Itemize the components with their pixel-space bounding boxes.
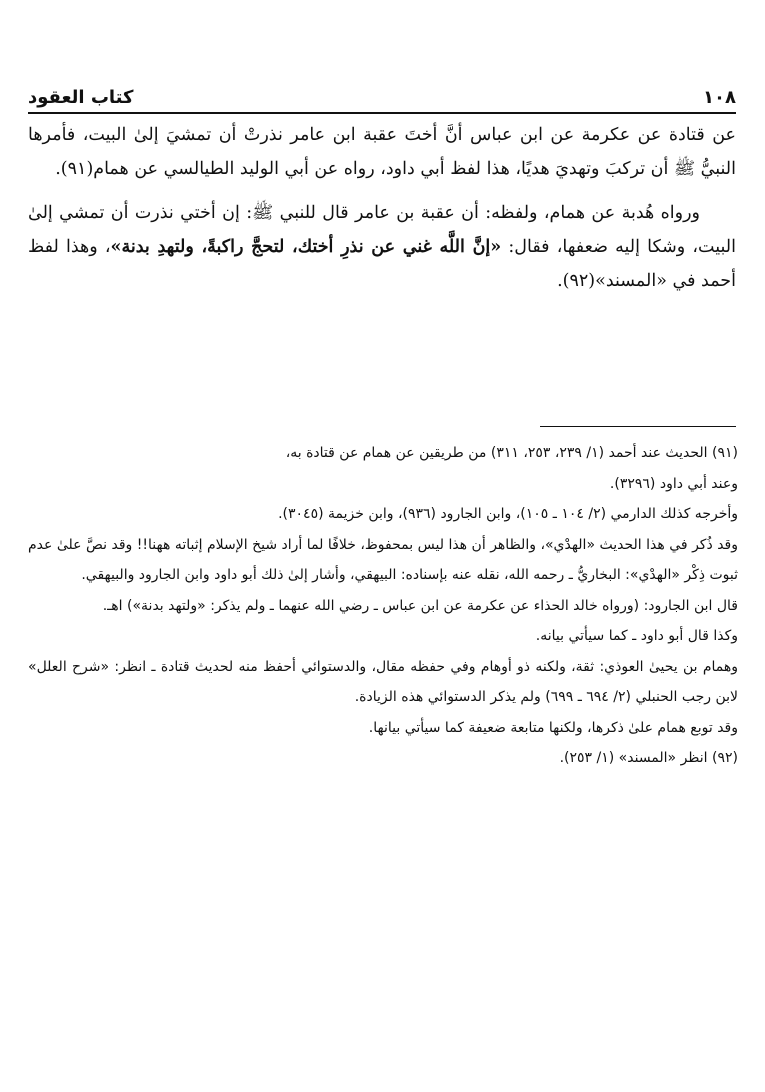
footnote-line: وكذا قال أبو داود ـ كما سيأتي بيانه. bbox=[535, 628, 738, 644]
paragraph-1: عن قتادة عن عكرمة عن ابن عباس أنَّ أختَ عقبة ابن عامر نذرتْ أن تمشيَ إلىٰ البيت، فأمرها النبيُّ ﷺ أن تركبَ وتهديَ هديًا، هذا لفظ أبي داود، رواه عن أبي الوليد الطيالسي عن همام(٩١). bbox=[28, 125, 736, 179]
paragraph-2-end: ، وهذا لفظ أحمد في «المسند»(٩٢). bbox=[28, 237, 736, 291]
footnotes bbox=[28, 438, 738, 774]
main-text bbox=[28, 118, 736, 308]
footnote-line: وقد ذُكر في هذا الحديث «الهدْي»، والظاهر أن هذا ليس بمحفوظ، خلافًا لما أراد شيخ الإسلام إثباته ههنا!! وقد نصَّ علىٰ عدم ثبوت ذِكْر «الهدْي»: البخاريُّ ـ رحمه الله، نقله عنه بإسناده: البيهقي، وأشار إلىٰ ذلك أبو داود وابن الجارود والبيهقي. bbox=[28, 536, 738, 583]
footnote-line: قال ابن الجارود: (ورواه خالد الحذاء عن عكرمة عن ابن عباس ـ رضي الله عنهما ـ ولم يذكر: «ولتهد بدنة») اهـ. bbox=[102, 597, 738, 614]
page-number: ١٠٨ bbox=[703, 87, 736, 108]
page-header bbox=[28, 74, 736, 114]
paragraph-2 bbox=[28, 196, 736, 298]
footnote-separator bbox=[540, 426, 736, 427]
book-title: كتاب العقود bbox=[28, 87, 134, 108]
footnote-line: وهمام بن يحيىٰ العوذي: ثقة، ولكنه ذو أوهام وفي حفظه مقال، والدستوائي أحفظ منه لحديث قتادة ـ انظر: «شرح العلل» لابن رجب الحنبلي (٢/ ٦٩٤ ـ ٦٩٩) ولم يذكر الدستوائي هذه الزيادة. bbox=[28, 658, 738, 705]
footnote-92: (٩٢) انظر «المسند» (١/ ٢٥٣). bbox=[559, 750, 738, 766]
footnote-line: وعند أبي داود (٣٢٩٦). bbox=[609, 475, 738, 492]
footnote-line: وأخرجه كذلك الدارمي (٢/ ١٠٤ ـ ١٠٥)، وابن الجارود (٩٣٦)، وابن خزيمة (٣٠٤٥). bbox=[278, 506, 738, 522]
paragraph-2-intro: ورواه هُدبة عن همام، ولفظه: أن عقبة بن عامر قال للنبي ﷺ: إن أختي نذرت أن تمشي إلىٰ البيت، وشكا إليه ضعفها، فقال: bbox=[28, 203, 736, 257]
footnote-91: (٩١) الحديث عند أحمد (١/ ٢٣٩، ٢٥٣، ٣١١) من طريقين عن همام عن قتادة به، bbox=[285, 445, 738, 461]
footnote-line: وقد توبع همام علىٰ ذكرها، ولكنها متابعة ضعيفة كما سيأتي بيانها. bbox=[368, 719, 738, 736]
hadith-quote: «إنَّ اللَّه غني عن نذرِ أختك، لتحجَّ راكبةً، ولتهدِ بدنة» bbox=[110, 237, 502, 257]
